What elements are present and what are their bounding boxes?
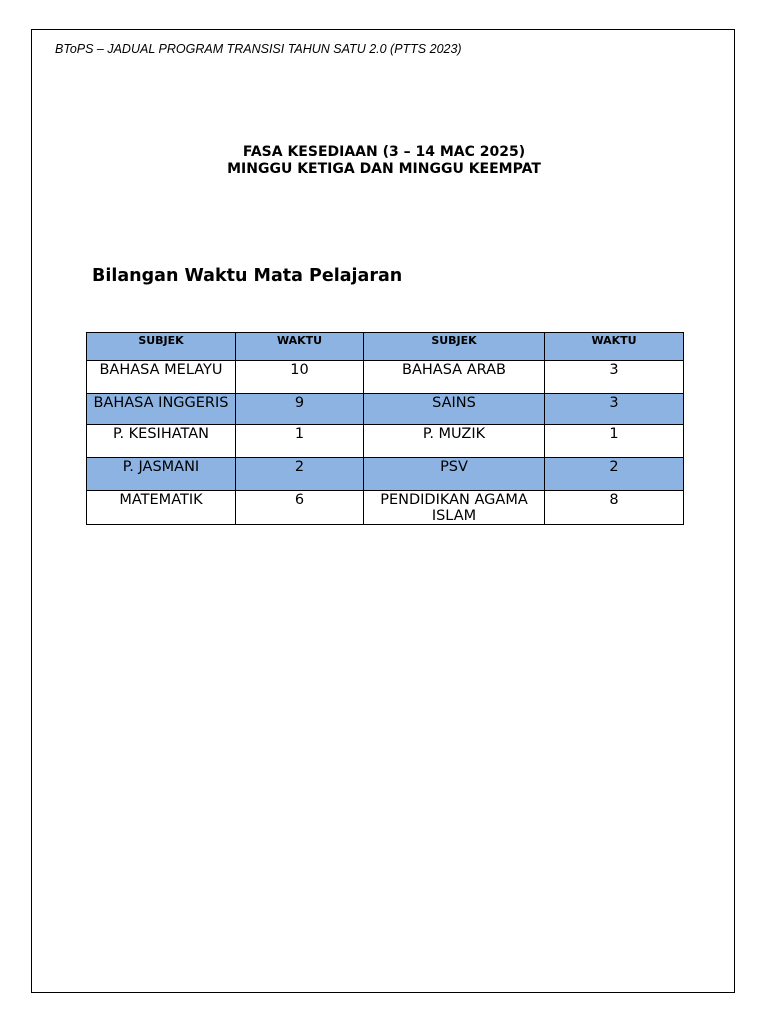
- hours-cell: 3: [545, 361, 684, 394]
- subject-hours-table: [86, 332, 684, 525]
- table-row: [87, 458, 684, 491]
- table-header-row: [87, 333, 684, 361]
- hours-cell: 10: [236, 361, 364, 394]
- subject-cell: PENDIDIKAN AGAMA ISLAM: [364, 491, 545, 525]
- phase-title: FASA KESEDIAAN (3 – 14 MAC 2025): [242, 144, 526, 160]
- table-row: [87, 491, 684, 525]
- hours-cell: 2: [236, 458, 364, 491]
- subject-cell: P. KESIHATAN: [87, 425, 236, 458]
- hours-cell: 9: [236, 394, 364, 425]
- document-header: BToPS – JADUAL PROGRAM TRANSISI TAHUN SATU 2.0 (PTTS 2023): [55, 42, 462, 56]
- subject-cell: SAINS: [364, 394, 545, 425]
- column-header-subject: SUBJEK: [87, 333, 236, 361]
- subject-cell: BAHASA ARAB: [364, 361, 545, 394]
- table-row: [87, 394, 684, 425]
- week-subtitle: MINGGU KETIGA DAN MINGGU KEEMPAT: [227, 161, 541, 177]
- hours-cell: 1: [236, 425, 364, 458]
- hours-cell: 2: [545, 458, 684, 491]
- hours-cell: 6: [236, 491, 364, 525]
- hours-cell: 1: [545, 425, 684, 458]
- subject-cell: BAHASA MELAYU: [87, 361, 236, 394]
- column-header-subject: SUBJEK: [364, 333, 545, 361]
- hours-cell: 8: [545, 491, 684, 525]
- column-header-hours: WAKTU: [545, 333, 684, 361]
- hours-cell: 3: [545, 394, 684, 425]
- subject-cell: P. MUZIK: [364, 425, 545, 458]
- subject-cell: BAHASA INGGERIS: [87, 394, 236, 425]
- subject-cell: PSV: [364, 458, 545, 491]
- column-header-hours: WAKTU: [236, 333, 364, 361]
- section-heading: Bilangan Waktu Mata Pelajaran: [92, 266, 403, 286]
- table-row: [87, 425, 684, 458]
- subject-cell: P. JASMANI: [87, 458, 236, 491]
- subject-cell: MATEMATIK: [87, 491, 236, 525]
- table-row: [87, 361, 684, 394]
